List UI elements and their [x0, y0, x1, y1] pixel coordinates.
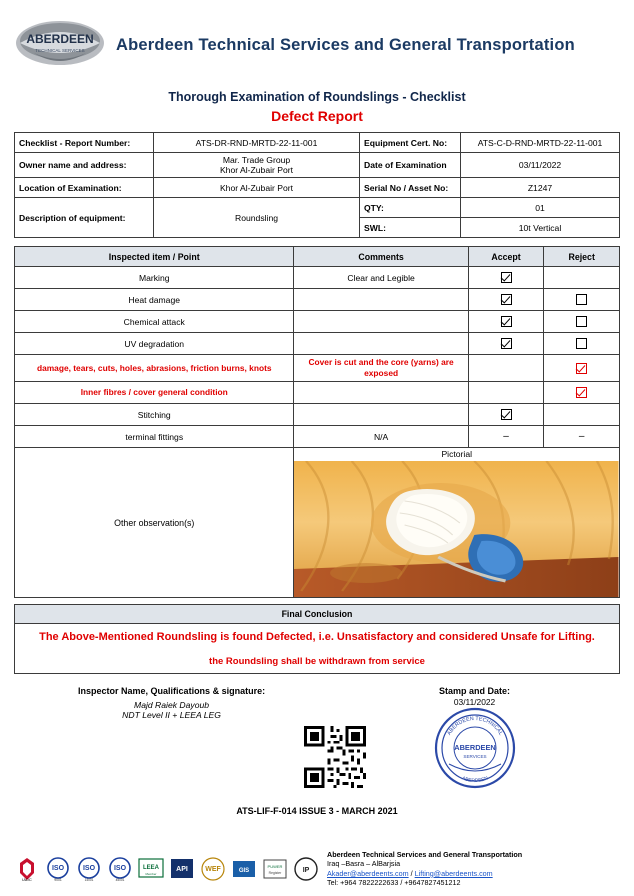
checkbox-checked-icon[interactable] [501, 272, 512, 283]
svg-text:API: API [176, 865, 188, 873]
checklist-item-label: terminal fittings [15, 426, 294, 448]
checklist-item-comment [294, 404, 468, 426]
svg-text:ISO: ISO [113, 864, 127, 872]
stamp-date: 03/11/2022 [453, 697, 496, 707]
document-header [14, 14, 620, 76]
swl-label: SWL: [360, 218, 461, 238]
table-row [15, 355, 620, 382]
svg-text:ISO: ISO [51, 864, 65, 872]
checklist-item-label: Inner fibres / cover general condition [15, 382, 294, 404]
document-subtitle: Defect Report [271, 108, 363, 124]
svg-text:IADC: IADC [22, 876, 32, 882]
table-header-row [15, 605, 620, 624]
checklist-reject-cell[interactable] [544, 289, 620, 311]
table-row-observations [15, 448, 620, 598]
col-header-comments: Comments [294, 247, 468, 267]
checklist-accept-cell[interactable] [468, 267, 544, 289]
checklist-reject-cell[interactable] [544, 382, 620, 404]
table-row [15, 267, 620, 289]
badge-iso-9001-icon [45, 856, 71, 882]
svg-text:ISO: ISO [82, 864, 96, 872]
inspector-block [14, 684, 329, 804]
checkbox-checked-red-icon[interactable] [576, 363, 587, 374]
serial-label: Serial No / Asset No: [360, 178, 461, 198]
description-label: Description of equipment: [15, 198, 154, 238]
table-row [15, 624, 620, 674]
owner-value [154, 153, 360, 178]
svg-text:GIS: GIS [238, 867, 250, 874]
checkbox-checked-icon[interactable] [501, 316, 512, 327]
svg-text:ABERDEEN: ABERDEEN [26, 32, 94, 46]
qr-code-icon [304, 726, 366, 788]
document-reference: ATS-LIF-F-014 ISSUE 3 - MARCH 2021 [236, 806, 398, 816]
badge-iso-14001-icon [76, 856, 102, 882]
badge-iso-45001-icon [107, 856, 133, 882]
checklist-reject-cell[interactable] [544, 311, 620, 333]
svg-text:IP: IP [302, 866, 310, 874]
checklist-reject-cell: – [544, 426, 620, 448]
checklist-item-label: Heat damage [15, 289, 294, 311]
inspection-checklist-table [14, 246, 620, 598]
owner-label: Owner name and address: [15, 153, 154, 178]
description-value: Roundsling [154, 198, 360, 238]
owner-line2: Khor Al-Zubair Port [219, 165, 294, 175]
checklist-report-label: Checklist - Report Number: [15, 133, 154, 153]
checkbox-empty-icon[interactable] [576, 294, 587, 305]
inspector-qualification: NDT Level II + LEEA LEG [122, 710, 221, 720]
checkbox-empty-icon[interactable] [576, 338, 587, 349]
checkbox-empty-icon[interactable] [576, 316, 587, 327]
conclusion-sub-text: the Roundsling shall be withdrawn from service [209, 656, 425, 667]
checklist-reject-cell[interactable] [544, 404, 620, 426]
svg-text:LEEA: LEEA [142, 864, 160, 871]
location-value: Khor Al-Zubair Port [154, 178, 360, 198]
date-label: Date of Examination [360, 153, 461, 178]
table-row [15, 133, 620, 153]
company-title: Aberdeen Technical Services and General Transportation [116, 35, 575, 54]
checklist-item-comment [294, 382, 468, 404]
owner-line1: Mar. Trade Group [222, 155, 291, 165]
col-header-item: Inspected item / Point [15, 247, 294, 267]
inspector-name: Majd Raiek Dayoub [134, 700, 210, 710]
company-stamp-icon [433, 706, 517, 790]
col-header-reject: Reject [544, 247, 620, 267]
checklist-item-comment: Clear and Legible [294, 267, 468, 289]
final-conclusion-header: Final Conclusion [15, 605, 620, 624]
qty-value: 01 [461, 198, 620, 218]
equipment-info-table [14, 132, 620, 238]
svg-text:45001: 45001 [115, 877, 125, 882]
date-value: 03/11/2022 [461, 153, 620, 178]
checklist-accept-cell[interactable] [468, 311, 544, 333]
pictorial-label: Pictorial [441, 449, 473, 459]
checklist-report-value: ATS-DR-RND-MRTD-22-11-001 [154, 133, 360, 153]
serial-value: Z1247 [461, 178, 620, 198]
stamp-title: Stamp and Date: [439, 686, 511, 696]
pictorial-cell [294, 448, 620, 598]
badge-puwer-icon [262, 856, 288, 882]
checklist-accept-cell[interactable] [468, 333, 544, 355]
swl-value: 10t Vertical [461, 218, 620, 238]
svg-text:PUWER: PUWER [267, 863, 283, 869]
svg-text:ABERDEEN: ABERDEEN [453, 743, 496, 752]
svg-text:ABERDEEN: ABERDEEN [460, 775, 489, 785]
qty-label: QTY: [360, 198, 461, 218]
final-conclusion-table [14, 604, 620, 674]
badge-iadc-icon [14, 856, 40, 882]
checklist-item-comment [294, 333, 468, 355]
other-observations-label: Other observation(s) [15, 448, 294, 598]
footer-phone: Tel: +964 7822222633 / +9647827451212 [327, 878, 461, 888]
checklist-item-comment: N/A [294, 426, 468, 448]
svg-text:SERVICES: SERVICES [462, 754, 487, 759]
table-row [15, 382, 620, 404]
checkbox-checked-icon[interactable] [501, 338, 512, 349]
table-row [15, 178, 620, 198]
badge-api-icon [169, 856, 195, 882]
table-row [15, 198, 620, 218]
table-row [15, 311, 620, 333]
table-row [15, 333, 620, 355]
inspector-title: Inspector Name, Qualifications & signature: [78, 686, 266, 696]
final-conclusion-body [15, 624, 620, 674]
stamp-block [329, 684, 620, 804]
table-row [15, 404, 620, 426]
checklist-item-label: UV degradation [15, 333, 294, 355]
badge-leea-icon [138, 856, 164, 882]
checklist-accept-cell[interactable] [468, 382, 544, 404]
equipment-cert-value: ATS-C-D-RND-MRTD-22-11-001 [461, 133, 620, 153]
document-footer [14, 850, 620, 888]
svg-text:Member: Member [145, 871, 157, 876]
table-header-row [15, 247, 620, 267]
badge-wef-icon [200, 856, 226, 882]
checklist-reject-cell[interactable] [544, 333, 620, 355]
footer-email-separator: / [408, 868, 415, 878]
checkbox-checked-red-icon[interactable] [576, 387, 587, 398]
badge-gis-icon [231, 856, 257, 882]
location-label: Location of Examination: [15, 178, 154, 198]
checklist-reject-cell[interactable] [544, 355, 620, 382]
conclusion-main-text: The Above-Mentioned Roundsling is found Defected, i.e. Unsatisfactory and considered Unsafe for Lifting. [39, 631, 595, 643]
svg-text:14001: 14001 [84, 877, 94, 882]
document-title: Thorough Examination of Roundslings - Checklist [168, 90, 466, 104]
checklist-item-label: Marking [15, 267, 294, 289]
company-logo [14, 17, 106, 73]
checklist-accept-cell: – [468, 426, 544, 448]
accreditation-badges [14, 856, 319, 882]
table-row [15, 426, 620, 448]
checklist-item-comment [294, 311, 468, 333]
svg-text:WEF: WEF [205, 865, 221, 873]
checkbox-checked-icon[interactable] [501, 409, 512, 420]
checklist-item-comment: Cover is cut and the core (yarns) are exposed [294, 355, 468, 382]
checklist-accept-cell[interactable] [468, 404, 544, 426]
checklist-item-label: Stitching [15, 404, 294, 426]
checklist-item-label: damage, tears, cuts, holes, abrasions, friction burns, knots [15, 355, 294, 382]
table-row [15, 289, 620, 311]
footer-email-1[interactable]: Akader@aberdeents.com [327, 868, 409, 878]
checklist-reject-cell[interactable] [544, 267, 620, 289]
footer-email-2[interactable]: Lifting@aberdeents.com [414, 868, 493, 878]
logo-icon [14, 17, 106, 73]
checklist-accept-cell[interactable] [468, 355, 544, 382]
signature-section [14, 684, 620, 804]
defect-photo [294, 461, 619, 597]
col-header-accept: Accept [468, 247, 544, 267]
equipment-cert-label: Equipment Cert. No: [360, 133, 461, 153]
checklist-item-label: Chemical attack [15, 311, 294, 333]
checkbox-checked-icon[interactable] [501, 294, 512, 305]
svg-text:ABERDEEN TECHNICAL: ABERDEEN TECHNICAL [446, 715, 504, 737]
svg-text:9001: 9001 [54, 877, 62, 882]
checklist-item-comment [294, 289, 468, 311]
badge-ip-icon [293, 856, 319, 882]
footer-contact-block [327, 850, 522, 888]
svg-text:TECHNICAL SERVICES: TECHNICAL SERVICES [35, 48, 85, 53]
checklist-accept-cell[interactable] [468, 289, 544, 311]
svg-text:Register: Register [268, 870, 282, 875]
footer-company: Aberdeen Technical Services and General Transportation [327, 849, 523, 859]
footer-address: Iraq –Basra – AlBarjsia [327, 859, 401, 869]
table-row [15, 153, 620, 178]
